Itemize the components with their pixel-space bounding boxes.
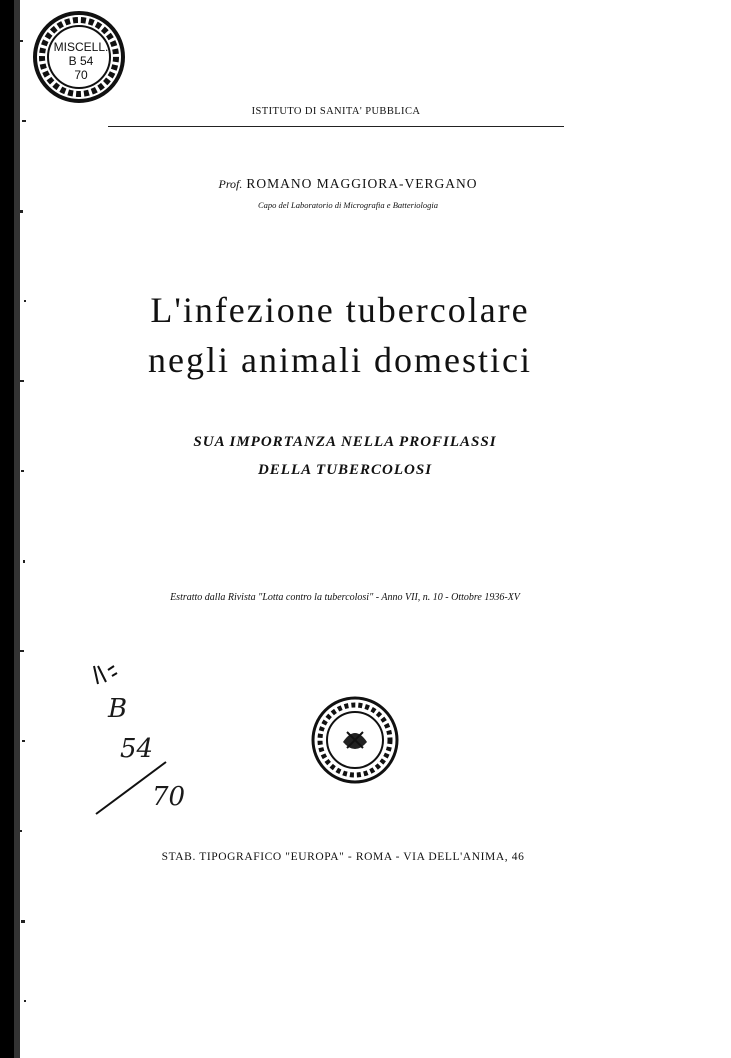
- handwritten-line: 54: [120, 734, 154, 764]
- author-line: [108, 176, 588, 192]
- title-line-2: negli animali domestici: [148, 340, 532, 380]
- shelf-line: MISCELL.: [53, 40, 109, 54]
- header-rule: [108, 126, 564, 127]
- library-stamp: [30, 8, 128, 106]
- printer-imprint: STAB. TIPOGRAFICO "EUROPA" - ROMA - VIA DELL'ANIMA, 46: [161, 851, 525, 863]
- handwritten-line: B: [108, 694, 128, 724]
- document-subtitle: [100, 428, 590, 484]
- shelf-line: B 54: [68, 54, 94, 68]
- author-prefix: Prof.: [218, 177, 243, 191]
- scan-edge-shadow: [0, 0, 40, 1058]
- extract-note: Estratto dalla Rivista "Lotta contro la tubercolosi" - Anno VII, n. 10 - Ottobre 1936-XV: [170, 592, 520, 603]
- subtitle-line-2: DELLA TUBERCOLOSI: [257, 462, 433, 478]
- shelf-line: 70: [74, 68, 88, 82]
- institute-header: ISTITUTO DI SANITA' PUBBLICA: [251, 106, 421, 117]
- seal-emblem: [307, 692, 403, 788]
- author-name: ROMANO MAGGIORA-VERGANO: [246, 176, 478, 191]
- title-line-1: L'infezione tubercolare: [150, 290, 530, 330]
- handwritten-line: 70: [152, 782, 186, 812]
- subtitle-line-1: SUA IMPORTANZA NELLA PROFILASSI: [193, 434, 497, 450]
- handwritten-notes: [86, 654, 206, 834]
- author-role: Capo del Laboratorio di Micrografia e Batteriologia: [257, 200, 439, 210]
- document-title: [90, 285, 590, 385]
- library-shelf-mark: [52, 40, 110, 82]
- library-seal-stamp: [307, 692, 403, 788]
